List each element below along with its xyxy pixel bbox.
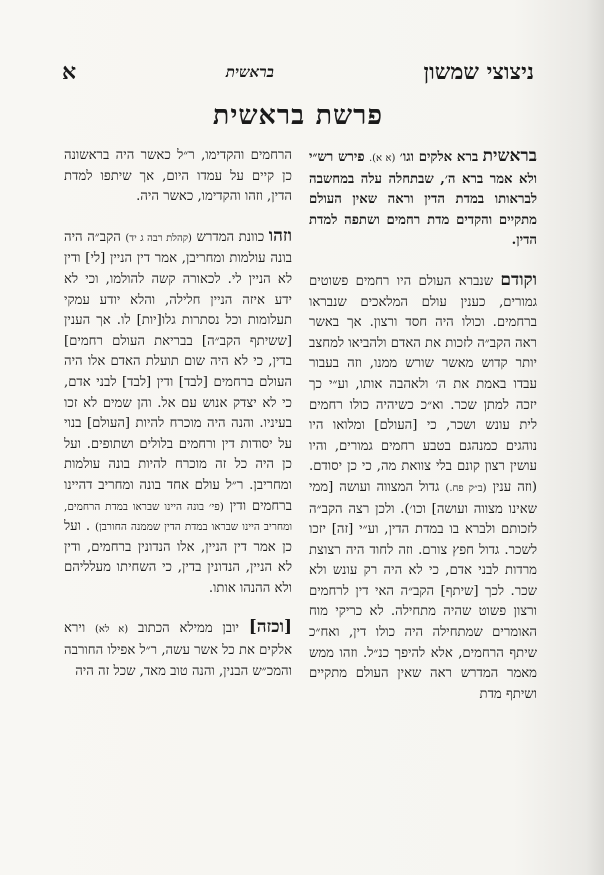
book-title: ניצוצי שמשון [423, 59, 534, 85]
verse-quote: ברא אלקים וגו׳ [399, 150, 479, 165]
paragraph-text-cont: . ועל כן אמר דין הניין, אלו הנדונין ברחמים, ודין לא הניין, הנדונין בדין, כי השחיתו מעלליהם ולא ההנהו אותו. [64, 519, 292, 596]
lead-word: וקודם [500, 269, 537, 290]
intro-phrase: כוונת המדרש [196, 229, 265, 245]
paragraph-text: וירא אלקים את כל אשר עשה, ר״ל אפילו החורבה והמכ״ש הבנין, והנה טוב מאד, שכל זה היה [64, 621, 292, 679]
paragraph-text-cont: גדול המצווה ועושה [ממי שאינו מצווה ועושה] וכו׳). ולכן רצה הקב״ה לזכותם ולברא בו במדת הדין, וע״י [זה] יזכו לשכר. גדול חפץ צורם. וזה לחוד היה רצוצת מרדות לבני אדם, כי לא היה רק עונש ולא שכר. לכך [שיתף] הקב״ה האי דין לרחמים ורצון פשוט שהיה מתחילה. לא כריקי מוח האומרים שמתחילה היה כולו דין, ואח״כ שיתף הרחמים, אלא להיפך כנ״ל. וזהו ממש מאמר המדרש ראה שאין העולם מתקיים ושיתף מדת [309, 479, 537, 702]
right-column [309, 146, 537, 846]
left-column [64, 146, 292, 846]
paragraph-text: שנברא העולם היו רחמים פשוטים גמורים, כענין עולם המלאכים שנבראו ברחמים. וכולו היה חסד ורצון. אך באשר ראה הקב״ה לזכות את האדם ולהביאו למחצב יותר קדוש מאשר שורש ממנו, וזה בעבור עבדו באמת את ה׳ ולאהבה אותו, וע״י כך יזכה למתן שכר. וא״כ כשיהיה כולו רחמים לית עונש ושכר, כי [העולם] ומלואו היו נוהגים כמנהגם בטבע רחמים גמורים, והיו עושין רצון קונם בלי צוואת מה, כי כן יסודם. (וזה ענין [309, 273, 537, 495]
lead-word: וזהו [268, 225, 292, 246]
intro-phrase: יובן ממילא הכתוב [137, 621, 239, 637]
paragraph-text: הרחמים והקדימו, ר״ל כאשר היה בראשונה כן קיים על עמדו היום, אך שיתפו למדת הדין, וזהו והקדימו, כאשר היה. [64, 148, 292, 205]
running-head [62, 58, 534, 86]
paragraph-continuation [64, 146, 292, 208]
paragraph-uvazeh [64, 617, 292, 682]
midrash-reference: (קהלת רבה ג יד) [125, 232, 192, 244]
running-head-parsha: בראשית [225, 62, 274, 81]
parenthetical-note: (פי׳ בונה היינו שבראו במדת הרחמים, ומחריב היינו שבראו במדת הדין שממנה החורבן) [64, 500, 292, 534]
verse-reference: (א א). [368, 153, 396, 164]
verse-reference: (א לא) [94, 624, 129, 636]
talmud-reference: (ב״ק פח.) [445, 482, 487, 494]
lead-word: [וכזה] [248, 617, 292, 638]
paragraph-vezehu [64, 226, 292, 600]
lead-word: בראשית [482, 146, 537, 166]
paragraph-text: הקב״ה היה בונה עולמות ומחריבן, אמר דין הניין [לי] ודין לא הניין לי. לכאורה קשה להולמו, וכי לא ידע איזה הניין חלילה, והלא יודע עמקי תעלומות וכל נסתרות גלו[יות] לו. אך הענין [ששיתף הקב״ה] בבריאת העולם רחמים] בדין, כי לא היה שום תועלת האדם אלו היה העולם ברחמים [לבד] ודין [לבד] לבני אדם, כי לא יצדק אנוש עם אל. והן שמים לא זכו בעיניו. והנה היה מוכרח להיות [העולם] בנוי על יסודות דין ורחמים בלולים ושתופים. ועל כן היה כל זה מוכרח להיות בונה עולמות ומחריבן. ר״ל עולם אחד בונה ומחריב דהיינו ברחמים ודין [64, 229, 292, 514]
paragraph-bereshit [309, 146, 537, 252]
page-number: א [62, 59, 77, 85]
paragraph-vekodem [309, 270, 537, 705]
paragraph-text: פירש רש״י ולא אמר ברא ה׳, שבתחלה עלה במחשבה לבראותו במדת הדין וראה שאין העולם מתקיים והקדים מדת רחמים ושתפה למדת הדין. [309, 150, 537, 249]
parsha-title: פרשת בראשית [212, 100, 384, 131]
